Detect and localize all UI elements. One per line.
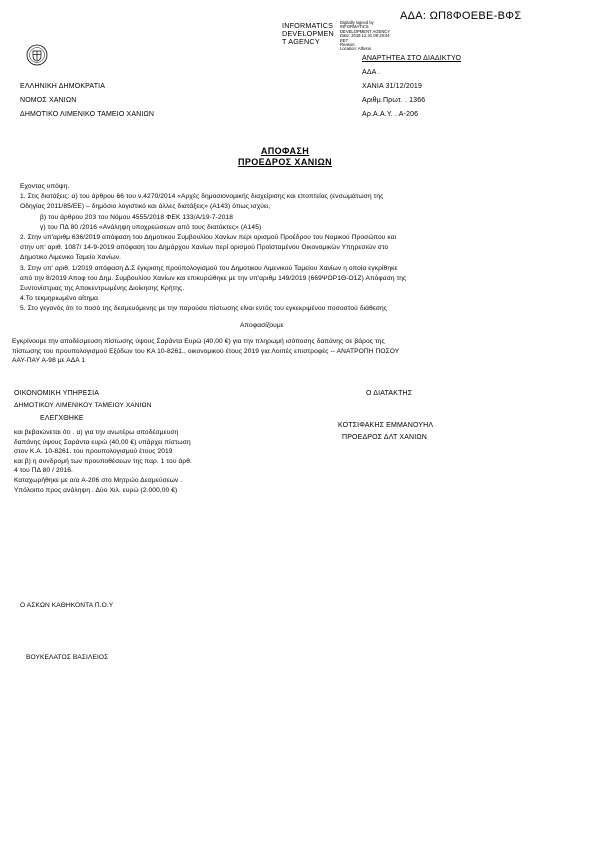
doc-subtitle: ΠΡΟΕΔΡΟΣ ΧΑΝΙΩΝ [237, 157, 333, 167]
sig-line: DEVELOPMENT AGENCY [340, 28, 391, 34]
acting-name: ΒΟΥΚΕΛΑΤΟΣ ΒΑΣΙΛΕΙΟΣ [26, 654, 109, 661]
finance-line: δαπάνης ύψους Σαράντα ευρώ (40,00 €) υπάρχει πίστωση [14, 438, 191, 446]
published-notice: ΑΝΑΡΤΗΤΕΑ ΣΤΟ ΔΙΑΔΙΚΤΥΟ [362, 55, 462, 62]
decision-line: πίστωσης του προυπολογισμού Εξόδων του ΚΑ 10-8261., οικονομικού έτους 2019 για Λοιπές επιστροφές -- ΑΝΑΤΡΟΠΗ ΠΟΣΟΥ [12, 347, 400, 355]
body-line: β) του άρθρου 203 του Νόμου 4555/2018 ΦΕΚ 133/Α/19-7-2018 [40, 213, 234, 221]
finance-line: 4 του ΠΔ 80 / 2016. [14, 467, 73, 475]
body-line: από την 8/2019 Αποφ του Δημ. Συμβουλίου Χανίων και επικυρώθηκε με την υπ'αριθμ 149/2019 (669ΨΟΡ1Θ-Ο1Ζ) Απόφαση της [20, 274, 407, 282]
signatory-role: Ο ΔΙΑΤΑΚΤΗΣ [366, 390, 413, 397]
body-line: Οδηγίας 2011/85/ΕΕ) – δημόσιο λογιστικό και άλλες διατάξεις» (Α143) όπως ισχύει, [20, 203, 271, 211]
ada-number: ΑΔΑ: ΩΠ8ΦΟΕΒΕ-ΒΦΣ [400, 10, 522, 22]
decide-heading: Αποφασίζουμε [240, 322, 284, 329]
header-republic: ΕΛΛΗΝΙΚΗ ΔΗΜΟΚΡΑΤΙΑ [20, 83, 106, 90]
body-line: 5. Στο γεγονός ότι το ποσό της δεσμευόμενης με την παρούσα πίστωσης είναι εντός του εγκεκριμένου ποσοστού διάθεσης [20, 305, 388, 313]
body-line: 3. Στην υπ' αριθ. 1/2019 απόφαση Δ.Σ έγκρισης προϋπολογισμού του Δημοτικου Λιμενικού Ταμείου Χανίων η οποία εγκρίθηκε [20, 264, 398, 272]
considerations-block [20, 182, 406, 315]
intro-line: Εχοντας υπόψη. [20, 183, 70, 190]
sig-line: Location: Athens [340, 46, 371, 52]
header-prefecture: ΝΟΜΟΣ ΧΑΝΙΩΝ [20, 97, 77, 104]
idg-line-3: T AGENCY [282, 37, 320, 46]
checked-label: ΕΛΕΓΧΘΗΚΕ [40, 415, 84, 422]
acting-role: Ο ΑΣΚΩΝ ΚΑΘΗΚΟΝΤΑ Π.Ο.Υ [20, 602, 114, 609]
header-date: ΧΑΝΙΑ 31/12/2019 [362, 83, 422, 90]
ada-label: ΑΔΑ . [362, 69, 381, 76]
finance-line: και β) η συνδρομή των προυποθέσεων της παρ. 1 του άρθ. [14, 457, 192, 465]
idg-line-2: DEVELOPMEN [282, 29, 334, 38]
body-line: 2. Στην υπ'αριθμ 636/2019 απόφαση του Δημοτικου Συμβουλίου Χανίων περι ορισμού Προέδρου του Νομικού Προσώπου και [20, 234, 397, 242]
protocol-number: Αριθμ.Πρωτ. . 1366 [362, 97, 426, 104]
header-fund: ΔΗΜΟΤΙΚΟ ΛΙΜΕΝΙΚΟ ΤΑΜΕΙΟ ΧΑΝΙΩΝ [20, 111, 155, 118]
body-line: Δημοτικο Λιμενικο Ταμείο Χανίων. [20, 254, 122, 262]
finance-line: και βεβαιώνεται ότι . α) για την ανωτέρω αποδέσμευση [14, 429, 179, 436]
sig-line: Digitally signed by [340, 20, 374, 25]
aay-number: Αρ.Α.Α.Υ. . Α-206 [362, 111, 419, 118]
finance-dept: ΟΙΚΟΝΟΜΙΚΗ ΥΠΗΡΕΣΙΑ [14, 390, 100, 397]
body-line: Συντονίστριας της Αποκεντρωμένης Διοίκησης Κρήτης. [20, 285, 185, 293]
decision-block [12, 337, 399, 366]
finance-certification [14, 428, 192, 495]
body-line: γ) του ΠΔ 80 /2016 «Ανάληψη υποχρεώσεων από τους διατάκτες» (Α145) [40, 223, 262, 231]
finance-line: Υπόλοιπο προς ανάληψη . Δύο Χιλ. ευρώ (2.000,00 €) [14, 486, 178, 494]
body-line: 1. Στις διατάξεις: α) του άρθρου 66 του ν.4270/2014 «Αρχές δημοσιονομικής διαχείρισης και εποπτείας (ενσωμάτωση της [20, 193, 384, 201]
decision-line: ΑΑΥ-ΠΑΥ Α-98 με ΑΔΑ 1 [12, 357, 86, 365]
sig-line: Date: 2019.12.31 09:18:44 [340, 33, 390, 39]
doc-title: ΑΠΟΦΑΣΗ [260, 146, 310, 156]
finance-line: Καταχωρήθηκε με α/α Α-206 στο Μητρώο Δεσμεύσεων . [14, 476, 183, 484]
decision-line: Εγκρίνουμε την αποδέσμευση πίστωσης ύψους Σαράντα Ευρώ (40,00 €) για την πληρωμή ισόποσης δαπάνης σε βάρος της [12, 338, 385, 345]
body-line: 4.Το τεκμηριωμένο αίτημα [20, 295, 99, 303]
sig-line: Reason: [340, 42, 356, 48]
idg-line-1: INFORMATICS [282, 21, 334, 30]
digital-signature-details [340, 21, 390, 52]
finance-line: στον Κ.Α. 10-8261. του προυπολογισμού έτους 2019 [14, 448, 173, 456]
greek-emblem-icon [26, 44, 48, 66]
signatory-name: ΚΟΤΣΙΦΑΚΗΣ ΕΜΜΑΝΟΥΗΛ [338, 422, 434, 429]
idg-stamp [282, 22, 334, 46]
body-line: στην υπ' αριθ. 1087/ 14-9-2019 απόφαση του Δημάρχου Χανίων περί ορισμού Προϊσταμένου Οικονομικών Υπηρεσιών στο [20, 244, 389, 252]
signatory-title: ΠΡΟΕΔΡΟΣ ΔΛΤ ΧΑΝΙΩΝ [342, 434, 427, 441]
finance-fund: ΔΗΜΟΤΙΚΟΥ ΛΙΜΕΝΙΚΟΥ ΤΑΜΕΙΟΥ ΧΑΝΙΩΝ [14, 402, 152, 409]
sig-line: INFORMATICS [340, 24, 369, 30]
sig-line: EET [340, 37, 349, 43]
